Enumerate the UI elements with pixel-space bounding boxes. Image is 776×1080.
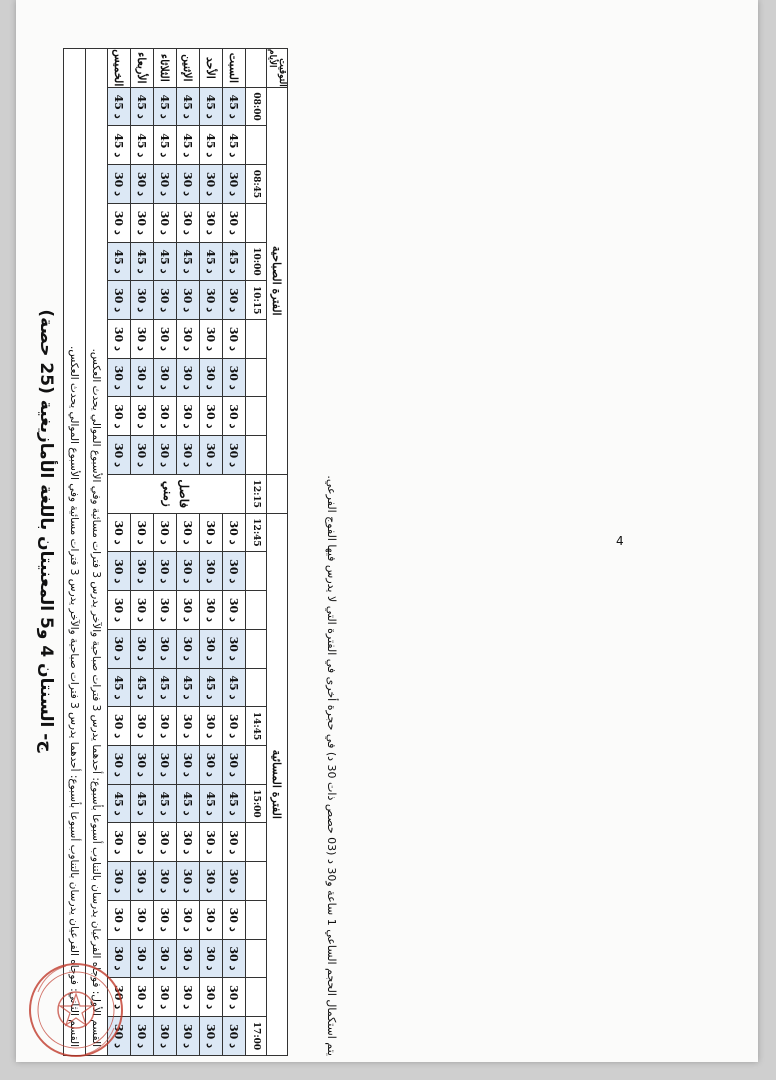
day-label: الإثنين [177,49,200,88]
session-cell: 30 د [200,320,223,359]
break-label-line: زمني [161,480,176,507]
session-cell: 30 د [223,745,246,784]
session-cell: 45 د [200,87,223,126]
document-page [16,0,758,1062]
session-cell: 30 د [154,629,177,668]
official-stamp [16,952,126,1062]
session-cell: 45 د [223,242,246,281]
session-cell: 45 د [108,668,131,707]
break-header-cell [267,474,288,513]
session-cell: 30 د [131,397,154,436]
header-days-label: الأيام [267,49,277,68]
header-time-label: التوقيت [277,58,287,87]
day-row [223,49,246,1056]
evening-period-label: الفترة المسائية [267,513,288,1055]
session-cell: 30 د [108,978,131,1017]
session-cell: 30 د [223,862,246,901]
time-mark-cell [246,436,267,475]
session-cell: 30 د [223,1016,246,1055]
session-cell: 45 د [154,87,177,126]
session-cell: 30 د [177,745,200,784]
session-cell: 30 د [177,320,200,359]
session-cell: 30 د [154,707,177,746]
session-cell: 30 د [108,629,131,668]
session-cell: 30 د [108,591,131,630]
session-cell: 30 د [108,281,131,320]
session-cell: 45 د [177,242,200,281]
session-cell: 30 د [131,281,154,320]
session-cell: 30 د [223,939,246,978]
session-cell: 30 د [131,978,154,1017]
session-cell: 30 د [223,358,246,397]
session-cell: 30 د [200,165,223,204]
session-cell: 30 د [154,552,177,591]
session-cell: 30 د [177,203,200,242]
session-cell: 30 د [108,358,131,397]
session-cell: 30 د [223,552,246,591]
session-cell: 30 د [223,320,246,359]
session-cell: 45 د [108,87,131,126]
session-cell: 30 د [223,281,246,320]
time-mark-cell [246,745,267,784]
session-cell: 30 د [131,320,154,359]
session-cell: 30 د [154,862,177,901]
time-mark-cell [246,591,267,630]
session-cell: 30 د [177,513,200,552]
schedule-table [63,48,288,1056]
time-mark-cell [246,358,267,397]
session-cell: 45 د [131,784,154,823]
session-cell: 45 د [154,242,177,281]
session-cell: 30 د [108,1016,131,1055]
session-cell: 30 د [200,397,223,436]
session-cell: 30 د [108,552,131,591]
session-cell: 30 د [177,281,200,320]
session-cell: 30 د [177,165,200,204]
session-cell: 30 د [131,513,154,552]
session-cell: 45 د [200,126,223,165]
session-cell: 30 د [154,939,177,978]
session-cell: 30 د [177,823,200,862]
session-cell: 30 د [131,823,154,862]
session-cell: 30 د [154,591,177,630]
session-cell: 30 د [131,745,154,784]
schedule-table-wrap [58,48,288,1056]
time-mark-cell: 08:00 [246,87,267,126]
session-cell: 45 د [223,668,246,707]
session-cell: 30 د [200,436,223,475]
morning-period-label: الفترة الصباحية [267,87,288,474]
session-cell: 45 د [131,87,154,126]
session-cell: 30 د [131,552,154,591]
time-mark-cell [246,862,267,901]
session-cell: 30 د [131,900,154,939]
header-row-times [246,49,267,1056]
session-cell: 30 د [223,629,246,668]
session-cell: 45 د [177,126,200,165]
session-cell: 30 د [223,165,246,204]
session-cell: 30 د [131,629,154,668]
session-cell: 30 د [200,745,223,784]
session-cell: 30 د [108,745,131,784]
footer-note: يتم استكمال الحجم الساعي 1 ساعة و30 د (03 حصص ذات 30 د) في حجرة أخرى في الفترة التي لا يدرس فيها الفوج الفرعي. [325,475,338,1056]
time-mark-cell [246,823,267,862]
session-cell: 30 د [108,436,131,475]
session-cell: 30 د [108,862,131,901]
day-row [154,49,177,1056]
time-mark-cell: 15:00 [246,784,267,823]
time-mark-cell [246,126,267,165]
session-cell: 30 د [108,165,131,204]
session-cell: 30 د [200,978,223,1017]
day-label: الخميس [108,49,131,88]
session-cell: 45 د [131,668,154,707]
day-row [200,49,223,1056]
session-cell: 30 د [154,513,177,552]
session-cell: 30 د [200,591,223,630]
session-cell: 45 د [223,126,246,165]
session-cell: 30 د [223,823,246,862]
session-cell: 45 د [177,668,200,707]
day-row [131,49,154,1056]
session-cell: 30 د [177,862,200,901]
time-mark-cell [246,978,267,1017]
session-cell: 30 د [108,320,131,359]
rotated-content [16,0,758,1062]
session-cell: 45 د [177,784,200,823]
session-cell: 30 د [154,823,177,862]
session-cell: 30 د [223,397,246,436]
time-mark-cell: 12:45 [246,513,267,552]
session-cell: 30 د [177,978,200,1017]
note-text: القسم الأول: فوجاه الفرعيان يدرسان بالتناوب أسبوعا بأسبوع: أحدهما يدرس 3 فترات صباحية والآخر يدرس 3 فترات مسائية وفي الأسبوع الموالي يحدث العكس. [86,49,108,1056]
time-mark-cell: 10:15 [246,281,267,320]
session-cell: 30 د [177,939,200,978]
time-mark-cell: 08:45 [246,165,267,204]
note-row [86,49,108,1056]
time-mark-cell: 17:00 [246,1016,267,1055]
session-cell: 30 د [200,707,223,746]
day-label: الأربعاء [131,49,154,88]
session-cell: 30 د [131,707,154,746]
session-cell: 30 د [154,281,177,320]
session-cell: 45 د [108,242,131,281]
session-cell: 30 د [108,513,131,552]
session-cell: 45 د [131,242,154,281]
session-cell: 30 د [131,1016,154,1055]
session-cell: 30 د [154,900,177,939]
session-cell: 45 د [154,668,177,707]
session-cell: 30 د [223,900,246,939]
break-label-line: فاصل [177,479,192,509]
time-mark-cell [246,629,267,668]
session-cell: 30 د [154,165,177,204]
session-cell: 30 د [131,358,154,397]
session-cell: 30 د [154,436,177,475]
session-cell: 30 د [200,552,223,591]
session-cell: 30 د [108,203,131,242]
time-mark-cell [246,552,267,591]
session-cell: 30 د [177,552,200,591]
time-mark-cell [246,900,267,939]
note-row [64,49,86,1056]
session-cell: 45 د [200,242,223,281]
session-cell: 30 د [154,358,177,397]
session-cell: 30 د [177,707,200,746]
session-cell: 30 د [223,203,246,242]
session-cell: 30 د [200,513,223,552]
session-cell: 45 د [200,668,223,707]
time-mark-cell: 12:15 [246,474,267,513]
session-cell: 30 د [177,436,200,475]
page-number: 4 [616,534,624,548]
time-mark-cell: 14:45 [246,707,267,746]
day-label: الثلاثاء [154,49,177,88]
time-break-cell [108,474,246,513]
session-cell: 30 د [154,1016,177,1055]
session-cell: 30 د [154,745,177,784]
session-cell: 30 د [200,281,223,320]
session-cell: 30 د [223,513,246,552]
session-cell: 30 د [154,397,177,436]
session-cell: 30 د [177,397,200,436]
header-corner [267,49,288,88]
session-cell: 30 د [154,978,177,1017]
time-mark-cell [246,397,267,436]
session-cell: 30 د [131,862,154,901]
session-cell: 30 د [131,165,154,204]
time-mark-cell [246,320,267,359]
session-cell: 30 د [131,591,154,630]
session-cell: 30 د [200,862,223,901]
time-mark-cell [246,668,267,707]
session-cell: 30 د [131,436,154,475]
session-cell: 45 د [177,87,200,126]
day-label: السبت [223,49,246,88]
note-text: القسم الثاني: فوجاه الفرعيان يدرسان بالتناوب أسبوعا بأسبوع: أحدهما يدرس 3 فترات صباحية والآخر يدرس 3 فترات مسائية وفي الأسبوع الموالي يحدث العكس. [64,49,86,1056]
session-cell: 30 د [177,358,200,397]
time-mark-cell [246,939,267,978]
session-cell: 30 د [108,823,131,862]
session-cell: 45 د [108,784,131,823]
session-cell: 30 د [108,900,131,939]
session-cell: 45 د [154,126,177,165]
session-cell: 30 د [177,629,200,668]
time-corner [246,49,267,88]
session-cell: 30 د [108,397,131,436]
day-label: الأحد [200,49,223,88]
session-cell: 45 د [223,87,246,126]
session-cell: 30 د [223,591,246,630]
session-cell: 30 د [200,900,223,939]
session-cell: 30 د [177,900,200,939]
session-cell: 30 د [131,939,154,978]
header-row-periods [267,49,288,1056]
time-mark-cell: 10:00 [246,242,267,281]
session-cell: 45 د [200,784,223,823]
session-cell: 45 د [108,126,131,165]
session-cell: 30 د [223,978,246,1017]
session-cell: 30 د [154,203,177,242]
time-mark-cell [246,203,267,242]
session-cell: 30 د [200,1016,223,1055]
day-row [177,49,200,1056]
page-title: ج- السنتان 4 و5 المعنيتان باللغة الأمازيغية (25 حصة) [36,309,56,753]
day-row [108,49,131,1056]
session-cell: 30 د [200,203,223,242]
session-cell: 30 د [200,358,223,397]
session-cell: 30 د [200,629,223,668]
session-cell: 45 د [223,784,246,823]
session-cell: 30 د [223,436,246,475]
session-cell: 30 د [108,939,131,978]
session-cell: 30 د [154,320,177,359]
session-cell: 30 د [200,939,223,978]
session-cell: 30 د [131,203,154,242]
session-cell: 30 د [200,823,223,862]
session-cell: 30 د [223,707,246,746]
session-cell: 30 د [177,1016,200,1055]
session-cell: 30 د [108,707,131,746]
session-cell: 30 د [177,591,200,630]
session-cell: 45 د [154,784,177,823]
session-cell: 45 د [131,126,154,165]
